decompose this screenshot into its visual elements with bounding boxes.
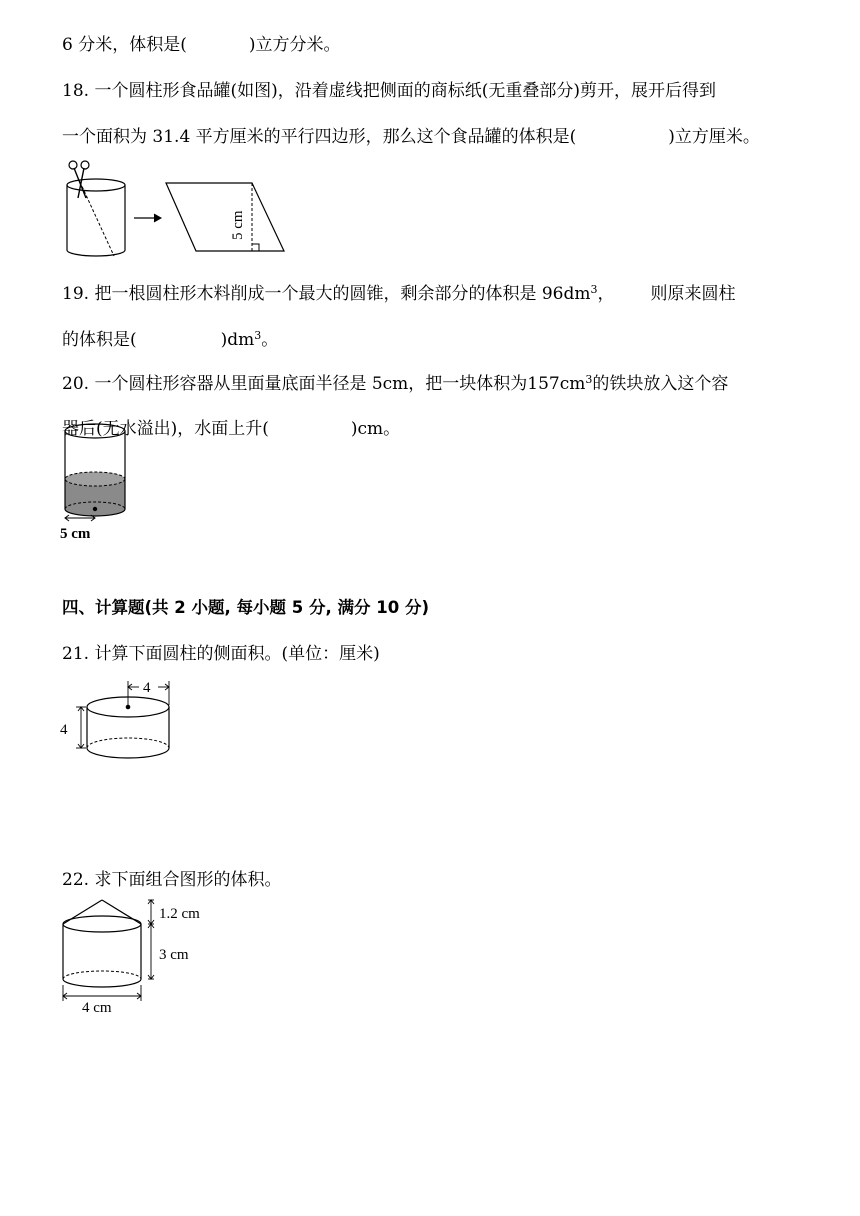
q17-text-post: )立方分米。 [248, 35, 341, 55]
q18-figure [58, 160, 298, 260]
arrow-right-icon [134, 214, 161, 222]
q20-line1 [62, 373, 728, 395]
q19-line1 [62, 283, 735, 305]
q21-height-label: 4 [60, 722, 68, 738]
q21-text: 21. 计算下面圆柱的侧面积。(单位：厘米) [62, 644, 380, 664]
q22-text: 22. 求下面组合图形的体积。 [62, 870, 282, 890]
q20-text2-post: )cm。 [350, 419, 401, 439]
q19-text2-mid: )dm [220, 330, 255, 350]
q19-line2 [62, 329, 278, 351]
q22-diameter-label: 4 cm [82, 1000, 112, 1016]
section-heading: 四、计算题(共 2 小题, 每小题 5 分, 满分 10 分) [62, 598, 429, 617]
q19-text2-pre: 的体积是( [62, 330, 137, 350]
q17-continuation [62, 34, 341, 56]
q22-cylinder-height-label: 3 cm [159, 947, 189, 963]
q19-text-post: 则原来圆柱 [650, 284, 736, 304]
q18-line1: 18. 一个圆柱形食品罐(如图)，沿着虚线把侧面的商标纸(无重叠部分)剪开，展开后得到 [62, 81, 716, 101]
q20-text-pre: 20. 一个圆柱形容器从里面量底面半径是 5cm，把一块体积为157cm [62, 374, 586, 394]
q20-text-post: 的铁块放入这个容 [592, 374, 729, 394]
superscript: 3 [585, 373, 593, 386]
q19-text2-post: 。 [261, 330, 279, 350]
q18-line2 [62, 126, 760, 148]
q20-figure [58, 420, 148, 545]
q20-radius-label: 5 cm [60, 526, 91, 542]
q21-radius-label: 4 [143, 680, 151, 696]
superscript: 3 [254, 329, 262, 342]
q17-text-pre: 6 分米，体积是( [62, 35, 187, 55]
q19-text-pre: 19. 把一根圆柱形木料削成一个最大的圆锥，剩余部分的体积是 96dm [62, 284, 591, 304]
q19-text-mid: ， [597, 284, 615, 304]
q22-figure [56, 895, 226, 1020]
superscript: 3 [590, 283, 598, 296]
q21-figure [56, 675, 186, 770]
q18-height-label: 5 cm [230, 210, 246, 240]
q22-cone-height-label: 1.2 cm [159, 906, 200, 922]
q18-text-pre: 一个面积为 31.4 平方厘米的平行四边形，那么这个食品罐的体积是( [62, 127, 577, 147]
q20-text2-pre: 器后(无水溢出)，水面上升( [62, 419, 269, 439]
q18-text-post: )立方厘米。 [668, 127, 760, 147]
